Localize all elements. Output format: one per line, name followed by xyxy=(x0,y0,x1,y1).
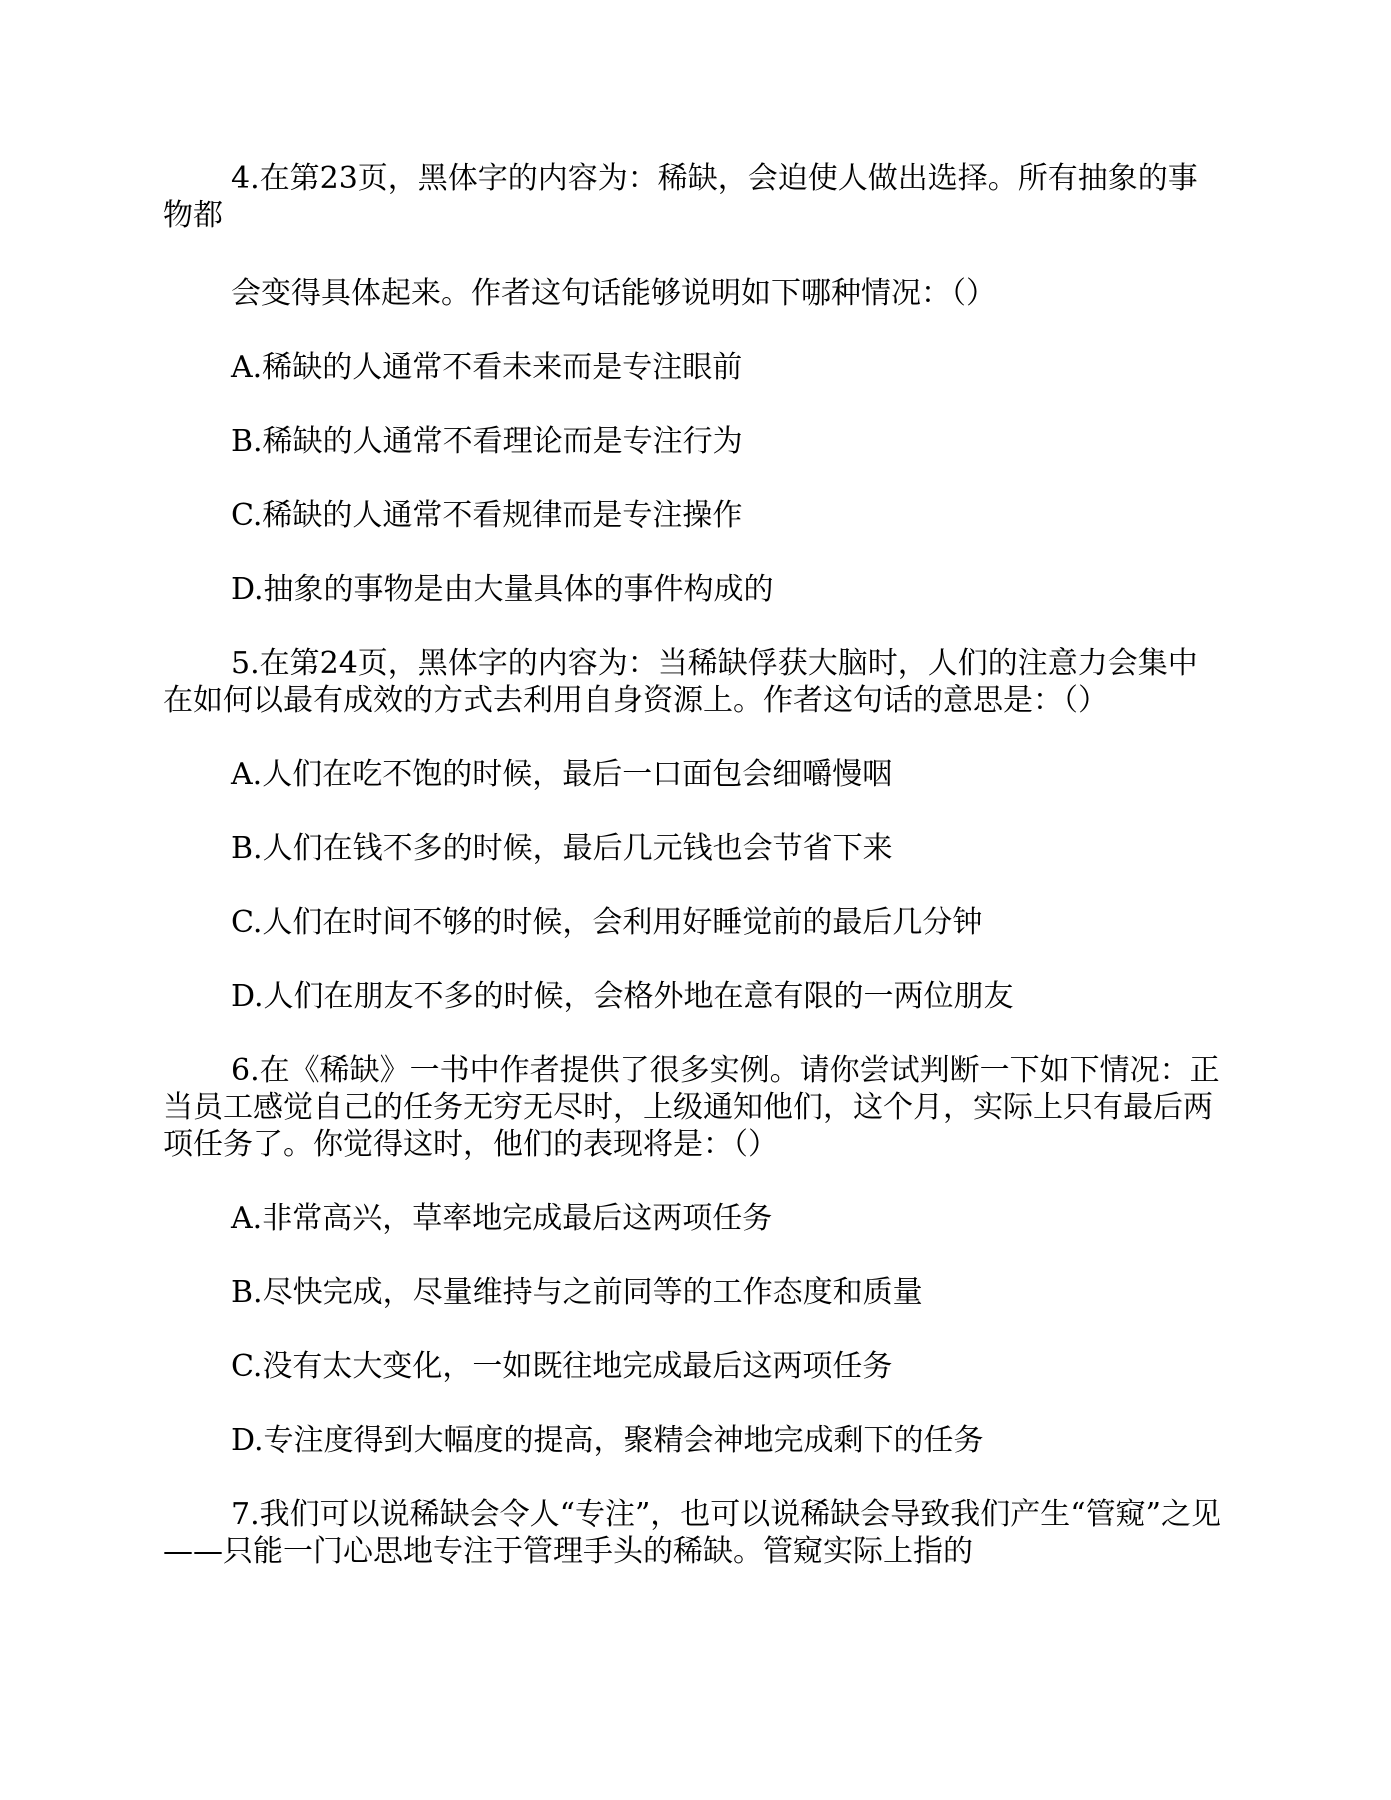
question-5-option-d: D.人们在朋友不多的时候，会格外地在意有限的一两位朋友 xyxy=(231,979,1014,1014)
question-4-option-c: C.稀缺的人通常不看规律而是专注操作 xyxy=(231,498,743,533)
question-6-option-d: D.专注度得到大幅度的提高，聚精会神地完成剩下的任务 xyxy=(231,1423,984,1458)
question-6-option-b: B.尽快完成，尽量维持与之前同等的工作态度和质量 xyxy=(231,1275,923,1310)
question-4-stem: 4.在第23页，黑体字的内容为：稀缺，会迫使人做出选择。所有抽象的事物都 xyxy=(163,161,1198,233)
question-4-option-a: A.稀缺的人通常不看未来而是专注眼前 xyxy=(231,350,743,385)
question-4-stem-continued: 会变得具体起来。作者这句话能够说明如下哪种情况：（） xyxy=(231,276,996,311)
question-5-option-a: A.人们在吃不饱的时候，最后一口面包会细嚼慢咽 xyxy=(231,757,893,792)
document-body xyxy=(163,160,1223,1570)
question-6-stem: 6.在《稀缺》一书中作者提供了很多实例。请你尝试判断一下如下情况：正当员工感觉自己的任务无穷无尽时，上级通知他们，这个月，实际上只有最后两项任务了。你觉得这时，他们的表现将是：（） xyxy=(163,1053,1220,1162)
question-5-option-c: C.人们在时间不够的时候，会利用好睡觉前的最后几分钟 xyxy=(231,905,983,940)
question-6-option-c: C.没有太大变化，一如既往地完成最后这两项任务 xyxy=(231,1349,893,1384)
question-5-stem: 5.在第24页，黑体字的内容为：当稀缺俘获大脑时，人们的注意力会集中在如何以最有成效的方式去利用自身资源上。作者这句话的意思是：（） xyxy=(163,646,1198,718)
question-6-option-a: A.非常高兴，草率地完成最后这两项任务 xyxy=(231,1201,773,1236)
question-4-option-b: B.稀缺的人通常不看理论而是专注行为 xyxy=(231,424,743,459)
question-5-option-b: B.人们在钱不多的时候，最后几元钱也会节省下来 xyxy=(231,831,893,866)
question-4-option-d: D.抽象的事物是由大量具体的事件构成的 xyxy=(231,572,774,607)
question-7-stem: 7.我们可以说稀缺会令人“专注”，也可以说稀缺会导致我们产生“管窥”之见——只能一门心思地专注于管理手头的稀缺。管窥实际上指的 xyxy=(163,1497,1221,1569)
